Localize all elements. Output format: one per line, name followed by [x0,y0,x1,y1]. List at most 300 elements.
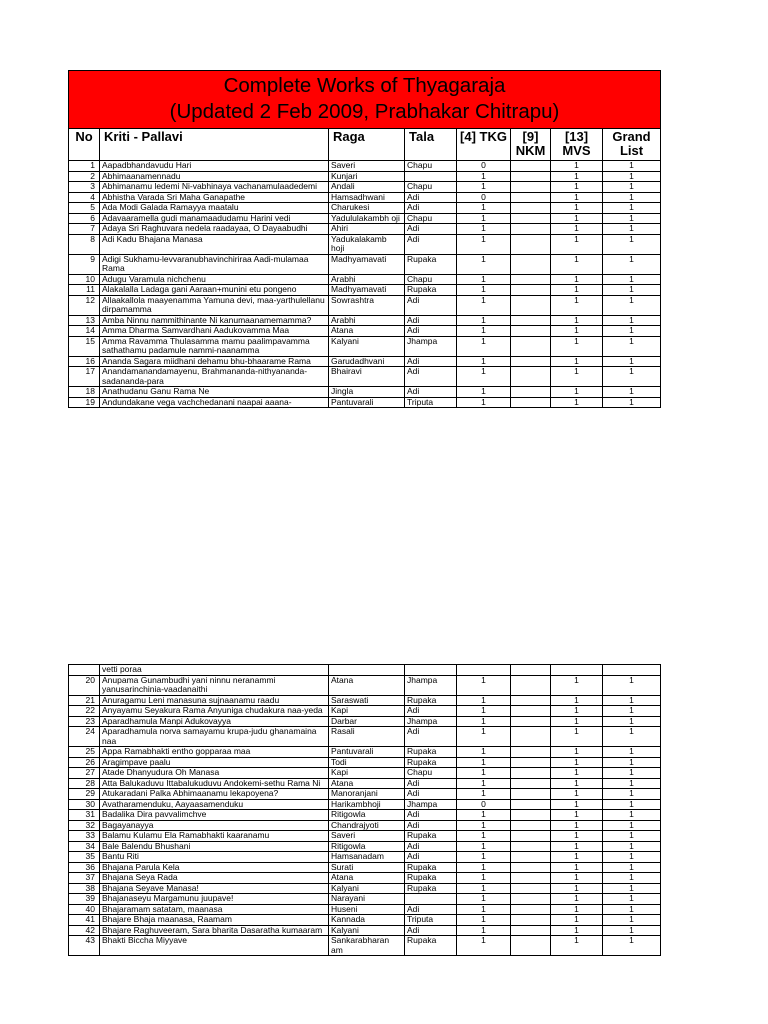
grand-list-value: 1 [603,224,661,235]
raga [329,665,405,676]
grand-list-value: 1 [603,789,661,800]
nkm-value [511,285,551,296]
grand-list-value: 1 [603,820,661,831]
row-number: 38 [69,883,100,894]
tala: Adi [405,810,457,821]
nkm-value [511,894,551,905]
kriti-pallavi: Adi Kadu Bhajana Manasa [100,234,329,254]
mvs-value: 1 [551,904,603,915]
tkg-value: 1 [457,315,511,326]
mvs-value [551,665,603,676]
tala: Triputa [405,915,457,926]
row-number: 16 [69,356,100,367]
row-number: 20 [69,675,100,695]
tala: Rupaka [405,873,457,884]
mvs-value: 1 [551,768,603,779]
raga: Kalyani [329,925,405,936]
kriti-pallavi: Aparadhamula norva samayamu krupa-judu ghanamaina naa [100,727,329,747]
row-number: 19 [69,397,100,408]
grand-list-value: 1 [603,285,661,296]
table-row [69,315,661,326]
tkg-value: 1 [457,285,511,296]
kriti-pallavi: Anuragamu Leni manasuna sujnaanamu raadu [100,695,329,706]
row-number: 36 [69,862,100,873]
grand-list-value: 1 [603,213,661,224]
kriti-pallavi: Bhajanaseyu Margamunu juupave! [100,894,329,905]
mvs-value: 1 [551,397,603,408]
row-number: 32 [69,820,100,831]
row-number: 39 [69,894,100,905]
kriti-pallavi: Ada Modi Galada Ramayya maatalu [100,203,329,214]
grand-list-value [603,665,661,676]
grand-list-value: 1 [603,925,661,936]
raga: Pantuvarali [329,747,405,758]
grand-list-value: 1 [603,295,661,315]
tkg-value: 1 [457,820,511,831]
mvs-value: 1 [551,356,603,367]
raga: Bhairavi [329,367,405,387]
grand-list-value: 1 [603,367,661,387]
tala: Adi [405,852,457,863]
table-row [69,254,661,274]
nkm-value [511,695,551,706]
tala: Rupaka [405,695,457,706]
mvs-value: 1 [551,894,603,905]
table-row [69,936,661,956]
nkm-value [511,757,551,768]
tkg-value: 1 [457,873,511,884]
tala: Adi [405,192,457,203]
row-number: 6 [69,213,100,224]
grand-list-value: 1 [603,387,661,398]
tkg-value: 1 [457,254,511,274]
grand-list-value: 1 [603,274,661,285]
tkg-value [457,665,511,676]
table-row [69,799,661,810]
tkg-value: 1 [457,862,511,873]
mvs-value: 1 [551,203,603,214]
mvs-value: 1 [551,831,603,842]
table-row [69,665,661,676]
tkg-value: 1 [457,757,511,768]
nkm-value [511,367,551,387]
tkg-value: 1 [457,727,511,747]
table-row [69,336,661,356]
tala: Adi [405,234,457,254]
raga: Jingla [329,387,405,398]
tala: Rupaka [405,285,457,296]
raga: Andali [329,182,405,193]
row-number: 22 [69,706,100,717]
kriti-pallavi: Atade Dhanyudura Oh Manasa [100,768,329,779]
nkm-value [511,841,551,852]
tala: Chapu [405,182,457,193]
grand-list-value: 1 [603,171,661,182]
kriti-pallavi: Avatharamenduku, Aayaasamenduku [100,799,329,810]
raga: Ahiri [329,224,405,235]
grand-list-value: 1 [603,894,661,905]
nkm-value [511,234,551,254]
table-row [69,171,661,182]
kriti-pallavi: Bhajana Seyave Manasa! [100,883,329,894]
row-number: 33 [69,831,100,842]
tkg-value: 1 [457,778,511,789]
tala [405,665,457,676]
table-row [69,894,661,905]
grand-list-value: 1 [603,904,661,915]
raga: Pantuvarali [329,397,405,408]
grand-list-value: 1 [603,841,661,852]
mvs-value: 1 [551,234,603,254]
table-row [69,873,661,884]
row-number: 8 [69,234,100,254]
grand-list-value: 1 [603,397,661,408]
tkg-value: 1 [457,706,511,717]
grand-list-value: 1 [603,234,661,254]
nkm-value [511,883,551,894]
tala: Adi [405,789,457,800]
header-raga: Raga [329,129,405,161]
grand-list-value: 1 [603,182,661,193]
row-number: 15 [69,336,100,356]
tkg-value: 1 [457,852,511,863]
table-row [69,747,661,758]
kriti-pallavi: Aparadhamula Manpi Adukovayya [100,716,329,727]
tala: Adi [405,925,457,936]
raga: Narayani [329,894,405,905]
tkg-value: 1 [457,915,511,926]
grand-list-value: 1 [603,862,661,873]
tala: Rupaka [405,883,457,894]
grand-list-value: 1 [603,799,661,810]
kriti-pallavi: Bagayanayya [100,820,329,831]
nkm-value [511,873,551,884]
tkg-value: 1 [457,387,511,398]
raga: Hamsanadam [329,852,405,863]
tkg-value: 1 [457,356,511,367]
mvs-value: 1 [551,799,603,810]
tkg-value: 0 [457,799,511,810]
row-number: 26 [69,757,100,768]
kriti-pallavi: Amma Dharma Samvardhani Aadukovamma Maa [100,326,329,337]
row-number [69,665,100,676]
tkg-value: 1 [457,224,511,235]
kriti-pallavi: Balamu Kulamu Ela Ramabhakti kaaranamu [100,831,329,842]
tkg-value: 0 [457,192,511,203]
nkm-value [511,768,551,779]
nkm-value [511,904,551,915]
raga: Sowrashtra [329,295,405,315]
row-number: 9 [69,254,100,274]
grand-list-value: 1 [603,810,661,821]
mvs-value: 1 [551,295,603,315]
table-row [69,213,661,224]
table-row [69,883,661,894]
row-number: 3 [69,182,100,193]
grand-list-value: 1 [603,883,661,894]
nkm-value [511,387,551,398]
tkg-value: 0 [457,161,511,172]
header-mvs: [13] MVS [551,129,603,161]
raga: Arabhi [329,274,405,285]
table-row [69,716,661,727]
tala: Adi [405,904,457,915]
grand-list-value: 1 [603,336,661,356]
row-number: 42 [69,925,100,936]
nkm-value [511,936,551,956]
raga: Kapi [329,768,405,779]
raga: Saveri [329,831,405,842]
row-number: 28 [69,778,100,789]
tkg-value: 1 [457,768,511,779]
table-row [69,820,661,831]
header-grand-list: Grand List [603,129,661,161]
grand-list-value: 1 [603,675,661,695]
mvs-value: 1 [551,820,603,831]
row-number: 7 [69,224,100,235]
mvs-value: 1 [551,326,603,337]
mvs-value: 1 [551,757,603,768]
row-number: 30 [69,799,100,810]
tala: Jhampa [405,716,457,727]
grand-list-value: 1 [603,915,661,926]
tkg-value: 1 [457,234,511,254]
table-row [69,810,661,821]
header-tkg: [4] TKG [457,129,511,161]
tkg-value: 1 [457,675,511,695]
kriti-pallavi: Aapadbhandavudu Hari [100,161,329,172]
grand-list-value: 1 [603,356,661,367]
raga: Todi [329,757,405,768]
table-row [69,285,661,296]
grand-list-value: 1 [603,727,661,747]
mvs-value: 1 [551,695,603,706]
grand-list-value: 1 [603,831,661,842]
mvs-value: 1 [551,873,603,884]
tala: Rupaka [405,936,457,956]
tala: Adi [405,706,457,717]
kriti-pallavi: Bhakti Biccha Miyyave [100,936,329,956]
nkm-value [511,778,551,789]
mvs-value: 1 [551,274,603,285]
kriti-pallavi: vetti poraa [100,665,329,676]
table-row [69,915,661,926]
table-row [69,778,661,789]
tkg-value: 1 [457,203,511,214]
tkg-value: 1 [457,213,511,224]
tkg-value: 1 [457,831,511,842]
table-row [69,387,661,398]
kriti-pallavi: Abhimaanamennadu [100,171,329,182]
kriti-pallavi: Amma Ravamma Thulasamma mamu paalimpavamma sathathamu padamule nammi-naanamma [100,336,329,356]
mvs-value: 1 [551,213,603,224]
mvs-value: 1 [551,841,603,852]
kriti-pallavi: Anupama Gunambudhi yani ninnu neranammi yanusarinchinia-vaadanaithi [100,675,329,695]
nkm-value [511,925,551,936]
tala: Adi [405,295,457,315]
kriti-pallavi: Amba Ninnu nammithinante Ni kanumaanamemamma? [100,315,329,326]
mvs-value: 1 [551,852,603,863]
grand-list-value: 1 [603,936,661,956]
row-number: 4 [69,192,100,203]
mvs-value: 1 [551,224,603,235]
table-row [69,274,661,285]
tala: Chapu [405,213,457,224]
tala: Rupaka [405,831,457,842]
kriti-table-page-2 [68,664,661,956]
nkm-value [511,665,551,676]
nkm-value [511,706,551,717]
nkm-value [511,254,551,274]
table-row [69,295,661,315]
row-number: 24 [69,727,100,747]
mvs-value: 1 [551,883,603,894]
nkm-value [511,747,551,758]
row-number: 2 [69,171,100,182]
nkm-value [511,182,551,193]
raga: Sankarabharan am [329,936,405,956]
row-number: 41 [69,915,100,926]
tkg-value: 1 [457,883,511,894]
tkg-value: 1 [457,397,511,408]
raga: Surati [329,862,405,873]
nkm-value [511,789,551,800]
tala: Adi [405,820,457,831]
tkg-value: 1 [457,841,511,852]
tkg-value: 1 [457,295,511,315]
table-row [69,356,661,367]
mvs-value: 1 [551,367,603,387]
raga: Madhyamavati [329,254,405,274]
kriti-pallavi: Appa Ramabhakti entho gopparaa maa [100,747,329,758]
kriti-pallavi: Aragimpave paalu [100,757,329,768]
nkm-value [511,397,551,408]
header-row [69,129,661,161]
row-number: 18 [69,387,100,398]
grand-list-value: 1 [603,873,661,884]
nkm-value [511,203,551,214]
tkg-value: 1 [457,367,511,387]
tala: Adi [405,841,457,852]
mvs-value: 1 [551,862,603,873]
mvs-value: 1 [551,192,603,203]
raga: Atana [329,326,405,337]
tkg-value: 1 [457,274,511,285]
raga: Rasali [329,727,405,747]
tkg-value: 1 [457,716,511,727]
row-number: 5 [69,203,100,214]
raga: Atana [329,778,405,789]
nkm-value [511,161,551,172]
grand-list-value: 1 [603,747,661,758]
tkg-value: 1 [457,904,511,915]
tkg-value: 1 [457,695,511,706]
tala: Adi [405,387,457,398]
table-row [69,727,661,747]
row-number: 34 [69,841,100,852]
tala: Jhampa [405,799,457,810]
row-number: 31 [69,810,100,821]
raga: Chandrajyoti [329,820,405,831]
nkm-value [511,675,551,695]
kriti-pallavi: Bale Balendu Bhushani [100,841,329,852]
title-line-2: (Updated 2 Feb 2009, Prabhakar Chitrapu) [169,100,560,123]
raga: Yadululakambh oji [329,213,405,224]
mvs-value: 1 [551,747,603,758]
row-number: 40 [69,904,100,915]
tala: Chapu [405,161,457,172]
mvs-value: 1 [551,706,603,717]
mvs-value: 1 [551,336,603,356]
nkm-value [511,862,551,873]
grand-list-value: 1 [603,315,661,326]
grand-list-value: 1 [603,778,661,789]
grand-list-value: 1 [603,757,661,768]
raga: Kalyani [329,336,405,356]
header-kriti: Kriti - Pallavi [100,129,329,161]
kriti-pallavi: Allaakallola maayenamma Yamuna devi, maa-yarthulellanu dirpamamma [100,295,329,315]
table-row [69,675,661,695]
grand-list-value: 1 [603,161,661,172]
tkg-value: 1 [457,171,511,182]
raga: Kannada [329,915,405,926]
nkm-value [511,171,551,182]
mvs-value: 1 [551,675,603,695]
table-row [69,397,661,408]
table-row [69,234,661,254]
table-row [69,831,661,842]
raga: Saraswati [329,695,405,706]
kriti-pallavi: Bhajare Bhaja maanasa, Raamam [100,915,329,926]
raga: Kalyani [329,883,405,894]
table-row [69,182,661,193]
header-nkm: [9] NKM [511,129,551,161]
mvs-value: 1 [551,315,603,326]
row-number: 37 [69,873,100,884]
row-number: 14 [69,326,100,337]
tala: Rupaka [405,757,457,768]
kriti-pallavi: Anathudanu Ganu Rama Ne [100,387,329,398]
kriti-pallavi: Adaya Sri Raghuvara nedela raadayaa, O Dayaabudhi [100,224,329,235]
grand-list-value: 1 [603,254,661,274]
mvs-value: 1 [551,285,603,296]
nkm-value [511,852,551,863]
table-row [69,326,661,337]
table-row [69,161,661,172]
mvs-value: 1 [551,915,603,926]
tala: Jhampa [405,336,457,356]
table-row [69,224,661,235]
kriti-pallavi: Alakalalla Ladaga gani Aaraan+munini etu pongeno [100,285,329,296]
tkg-value: 1 [457,182,511,193]
mvs-value: 1 [551,161,603,172]
nkm-value [511,274,551,285]
grand-list-value: 1 [603,716,661,727]
nkm-value [511,716,551,727]
kriti-pallavi: Atukaradani Palka Abhimaanamu lekapoyena? [100,789,329,800]
table-row [69,789,661,800]
raga: Ritigowla [329,810,405,821]
kriti-pallavi: Ananda Sagara miidhani dehamu bhu-bhaarame Rama [100,356,329,367]
nkm-value [511,356,551,367]
tkg-value: 1 [457,936,511,956]
table-row [69,367,661,387]
mvs-value: 1 [551,789,603,800]
kriti-pallavi: Atta Balukaduvu Ittabalukuduvu Andokemi-sethu Rama Ni [100,778,329,789]
tala: Rupaka [405,254,457,274]
kriti-table-page-1 [68,70,661,408]
tkg-value: 1 [457,747,511,758]
